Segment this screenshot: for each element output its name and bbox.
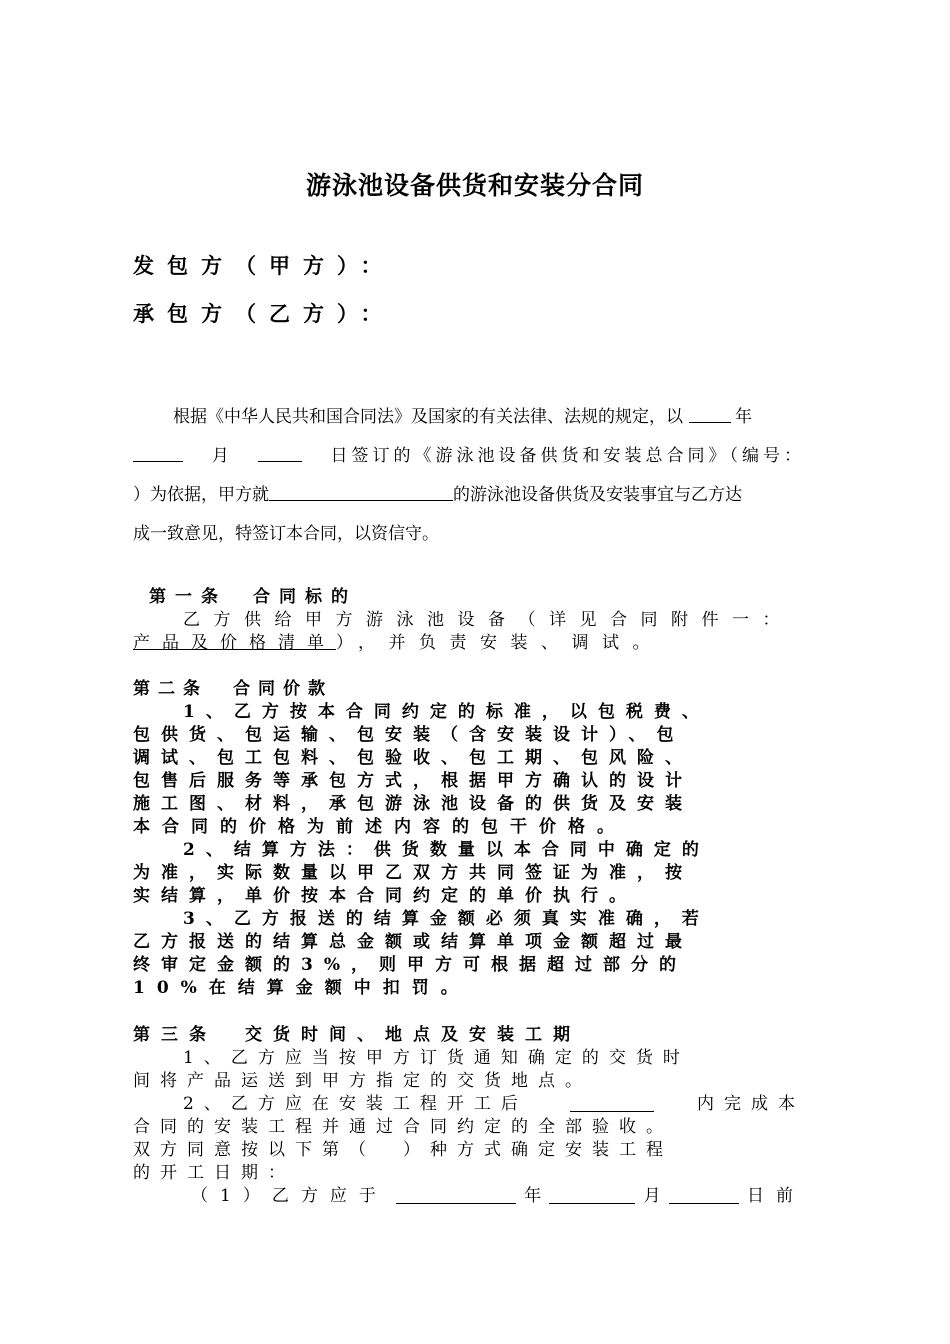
article-text: 间将产品运送到甲方指定的交货地点。 <box>133 1071 592 1091</box>
article-text: 1、乙方应当按甲方订货通知确定的交货时 <box>183 1048 690 1068</box>
completion-period-blank[interactable] <box>570 1093 654 1112</box>
article-text: 施工图、材料，承包游泳池设备的供货及安装 <box>133 794 693 814</box>
intro-text: 的游泳池设备供货及安装事宜与乙方达 <box>453 485 742 505</box>
article-2-line <box>133 885 805 908</box>
intro-text: 根据《中华人民共和国合同法》及国家的有关法律、法规的规定，以 <box>173 407 683 427</box>
article-2-line <box>133 908 805 931</box>
article-text: 日前 <box>746 1186 805 1206</box>
article-text: 2、乙方应在安装工程开工后 <box>183 1094 528 1114</box>
month-label: 月 <box>643 1186 661 1206</box>
article-2-line <box>133 747 805 770</box>
article-text: 1、乙方按本合同约定的标准，以包税费、 <box>183 702 710 722</box>
article-text: 双方同意按以下第（ ）种方式确定安装工程 <box>133 1140 673 1160</box>
article-text: （1）乙方应于 <box>191 1186 388 1206</box>
article-text: 调试、包工包料、包验收、包工期、包风险、 <box>133 748 693 768</box>
article-text: 内完成本 <box>696 1094 805 1114</box>
article-2-line <box>133 977 805 1000</box>
article-3-line <box>133 1070 805 1093</box>
heading-text: 第三条 交货时间、地点及安装工期 <box>133 1025 581 1045</box>
article-1-line-2 <box>133 632 805 655</box>
intro-paragraph <box>133 404 805 560</box>
project-blank[interactable] <box>269 482 453 501</box>
party-a-label: 发包方（甲方）： <box>133 253 395 278</box>
year-label: 年 <box>524 1186 542 1206</box>
article-1-heading <box>133 586 805 609</box>
article-3-line <box>133 1139 805 1162</box>
article-3-line <box>133 1093 805 1116</box>
article-3-heading <box>133 1024 805 1047</box>
article-2-line <box>133 954 805 977</box>
article-3-line <box>133 1116 805 1139</box>
article-text: 的开工日期： <box>133 1163 295 1183</box>
article-2-heading <box>133 678 805 701</box>
article-text: 为准，实际数量以甲乙双方共同签证为准，按 <box>133 863 693 883</box>
article-text: 包供货、包运输、包安装（含安装设计）、包 <box>133 725 685 745</box>
article-2 <box>133 678 805 1000</box>
article-text: 终审定金额的3%，则甲方可根据超过部分的 <box>133 955 687 975</box>
article-text: 3、乙方报送的结算金额必须真实准确，若 <box>183 909 710 929</box>
article-text: 包售后服务等承包方式，根据甲方确认的设计 <box>133 771 693 791</box>
article-3-line <box>133 1047 805 1070</box>
article-2-line <box>133 701 805 724</box>
article-text: 10%在结算金额中扣罚。 <box>133 978 470 998</box>
heading-text: 第二条 合同价款 <box>133 679 333 699</box>
article-text: 本合同的价格为前述内容的包干价格。 <box>133 817 626 837</box>
month-label: 月 <box>211 446 229 466</box>
start-month-blank[interactable] <box>549 1185 635 1204</box>
article-2-line <box>133 862 805 885</box>
document-title: 游泳池设备供货和安装分合同 <box>305 171 644 200</box>
article-3-line <box>133 1185 805 1208</box>
start-year-blank[interactable] <box>396 1185 516 1204</box>
month-blank[interactable] <box>133 443 183 462</box>
year-label: 年 <box>735 407 752 427</box>
intro-text: 成一致意见，特签订本合同，以资信守。 <box>133 524 439 544</box>
article-text: 实结算，单价按本合同约定的单价执行。 <box>133 886 637 906</box>
year-blank[interactable] <box>689 404 731 423</box>
article-1 <box>133 586 805 655</box>
intro-line-1 <box>133 404 805 443</box>
article-2-line <box>133 931 805 954</box>
article-2-line <box>133 839 805 862</box>
article-text: 乙方报送的结算总金额或结算单项金额超过最 <box>133 932 693 952</box>
intro-text: 日签订的《游泳池设备供货和安装总合同》（编号： <box>330 446 805 466</box>
article-text: 2、结算方法：供货数量以本合同中确定的 <box>183 840 710 860</box>
intro-line-3 <box>133 482 805 521</box>
article-2-line <box>133 724 805 747</box>
product-price-list-link: 产品及价格清单 <box>133 633 336 653</box>
article-1-line-1 <box>133 609 805 632</box>
article-3-line <box>133 1162 805 1185</box>
heading-text: 第一条 合同标的 <box>149 587 357 607</box>
party-b-label: 承包方（乙方）： <box>133 301 395 326</box>
intro-line-4 <box>133 521 805 560</box>
intro-text: ）为依据，甲方就 <box>133 485 269 505</box>
article-text: 合同的安装工程并通过合同约定的全部验收。 <box>133 1117 673 1137</box>
article-3 <box>133 1024 805 1208</box>
article-text: 乙方供给甲方游泳池设备（详见合同附件一： <box>183 610 793 630</box>
start-day-blank[interactable] <box>669 1185 739 1204</box>
article-2-line <box>133 793 805 816</box>
article-2-line <box>133 816 805 839</box>
intro-line-2 <box>133 443 805 482</box>
day-blank[interactable] <box>258 443 302 462</box>
article-2-line <box>133 770 805 793</box>
article-text: ），并负责安装、调试。 <box>336 633 663 653</box>
